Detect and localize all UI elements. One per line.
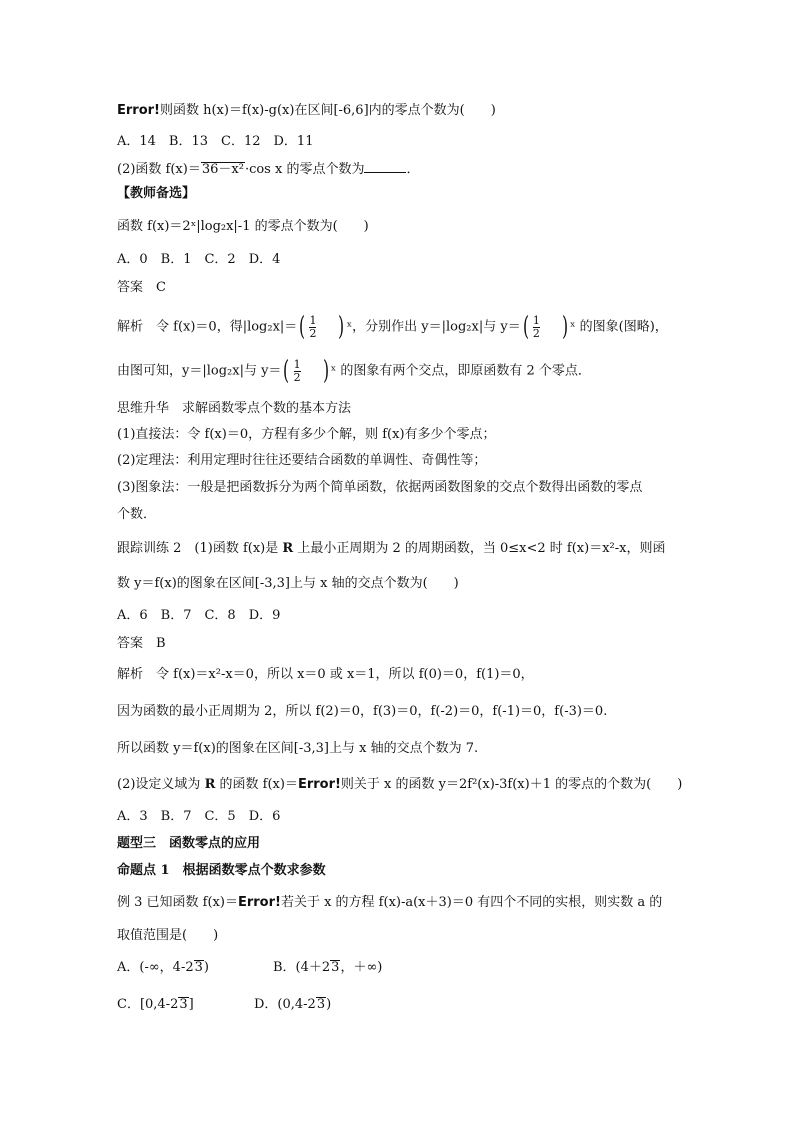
options-line: A．(-∞，4-23): [117, 960, 209, 975]
method-line: (2)定理法：利用定理时往往还要结合函数的单调性、奇偶性等；: [117, 453, 487, 468]
solution-line: 解析 令 f(x)＝x²-x＝0，所以 x＝0 或 x＝1，所以 f(0)＝0，f(1)＝0，: [117, 667, 534, 682]
sqrt-expression: 36－x²: [201, 162, 244, 177]
exercise-line: 跟踪训练 2 (1)函数 f(x)是 R 上最小正周期为 2 的周期函数，当 0≤x<2 时 f(x)＝x²-x，则函: [117, 541, 666, 556]
solution-line: 所以函数 y＝f(x)的图象在区间[-3,3]上与 x 轴的交点个数为 7.: [117, 741, 479, 756]
section-label-teacher: 【教师备选】: [117, 186, 196, 201]
fraction: $\frac{1}{2}$: [293, 357, 301, 384]
error-marker: Error!: [297, 777, 341, 792]
options-line: B．(4＋23，＋∞): [273, 960, 383, 975]
section-heading: 题型三 函数零点的应用: [117, 836, 261, 851]
subsection-heading: 命题点 1 根据函数零点个数求参数: [117, 863, 326, 878]
options-line: A．6 B．7 C．8 D．9: [117, 608, 281, 623]
options-line: A．14 B．13 C．12 D．11: [117, 134, 314, 149]
solution-line: 解析 令 f(x)＝0，得|log₂x|＝( $\frac{1}{2}$ ) ˣ，分别作出 y＝|log₂x|与 y＝( $\frac{1}{2}$ ) ˣ 的图象(图略)，: [117, 312, 668, 342]
options-line: C．[0,4-23]: [117, 997, 194, 1012]
method-line: 个数．: [117, 507, 157, 522]
answer-line: 答案 C: [117, 280, 166, 295]
error-marker: Error!: [117, 103, 160, 118]
method-line: (3)图象法：一般是把函数拆分为两个简单函数，依据两函数图象的交点个数得出函数的零点: [117, 480, 643, 495]
question-line: (2)设定义域为 R 的函数 f(x)＝Error!则关于 x 的函数 y＝2f²(x)-3f(x)＋1 的零点的个数为( ): [117, 777, 683, 792]
options-line: D．(0,4-23): [254, 997, 332, 1012]
question-line: 函数 f(x)＝2ˣ|log₂x|-1 的零点个数为( ): [117, 219, 369, 234]
example-line: 取值范围是( ): [117, 928, 219, 943]
fraction: $\frac{1}{2}$: [309, 313, 317, 340]
question-2-line: (2)函数 f(x)＝36－x²·cos x 的零点个数为 ．: [117, 162, 420, 177]
fraction: $\frac{1}{2}$: [532, 313, 540, 340]
options-line: A．3 B．7 C．5 D．6: [117, 809, 281, 824]
solution-line: 由图可知，y＝|log₂x|与 y＝( $\frac{1}{2}$ ) ˣ 的图象有两个交点，即原函数有 2 个零点．: [117, 356, 591, 386]
question-stem-line: [117, 102, 496, 120]
answer-blank: [364, 160, 406, 173]
question-text: 则函数 h(x)＝f(x)-g(x)在区间[-6,6]内的零点个数为( ): [159, 103, 496, 118]
error-marker: Error!: [237, 895, 281, 910]
answer-line: 答案 B: [117, 636, 166, 651]
method-heading: 思维升华 求解函数零点个数的基本方法: [117, 401, 352, 416]
method-line: (1)直接法：令 f(x)＝0，方程有多少个解，则 f(x)有多少个零点；: [117, 427, 496, 442]
exercise-line: 数 y＝f(x)的图象在区间[-3,3]上与 x 轴的交点个数为( ): [117, 576, 459, 591]
options-line: A．0 B．1 C．2 D．4: [117, 252, 281, 267]
example-line: 例 3 已知函数 f(x)＝Error!若关于 x 的方程 f(x)-a(x＋3)＝0 有四个不同的实根，则实数 a 的: [117, 895, 663, 910]
solution-line: 因为函数的最小正周期为 2，所以 f(2)＝0，f(3)＝0，f(-2)＝0，f(-1)＝0，f(-3)＝0.: [117, 704, 608, 719]
